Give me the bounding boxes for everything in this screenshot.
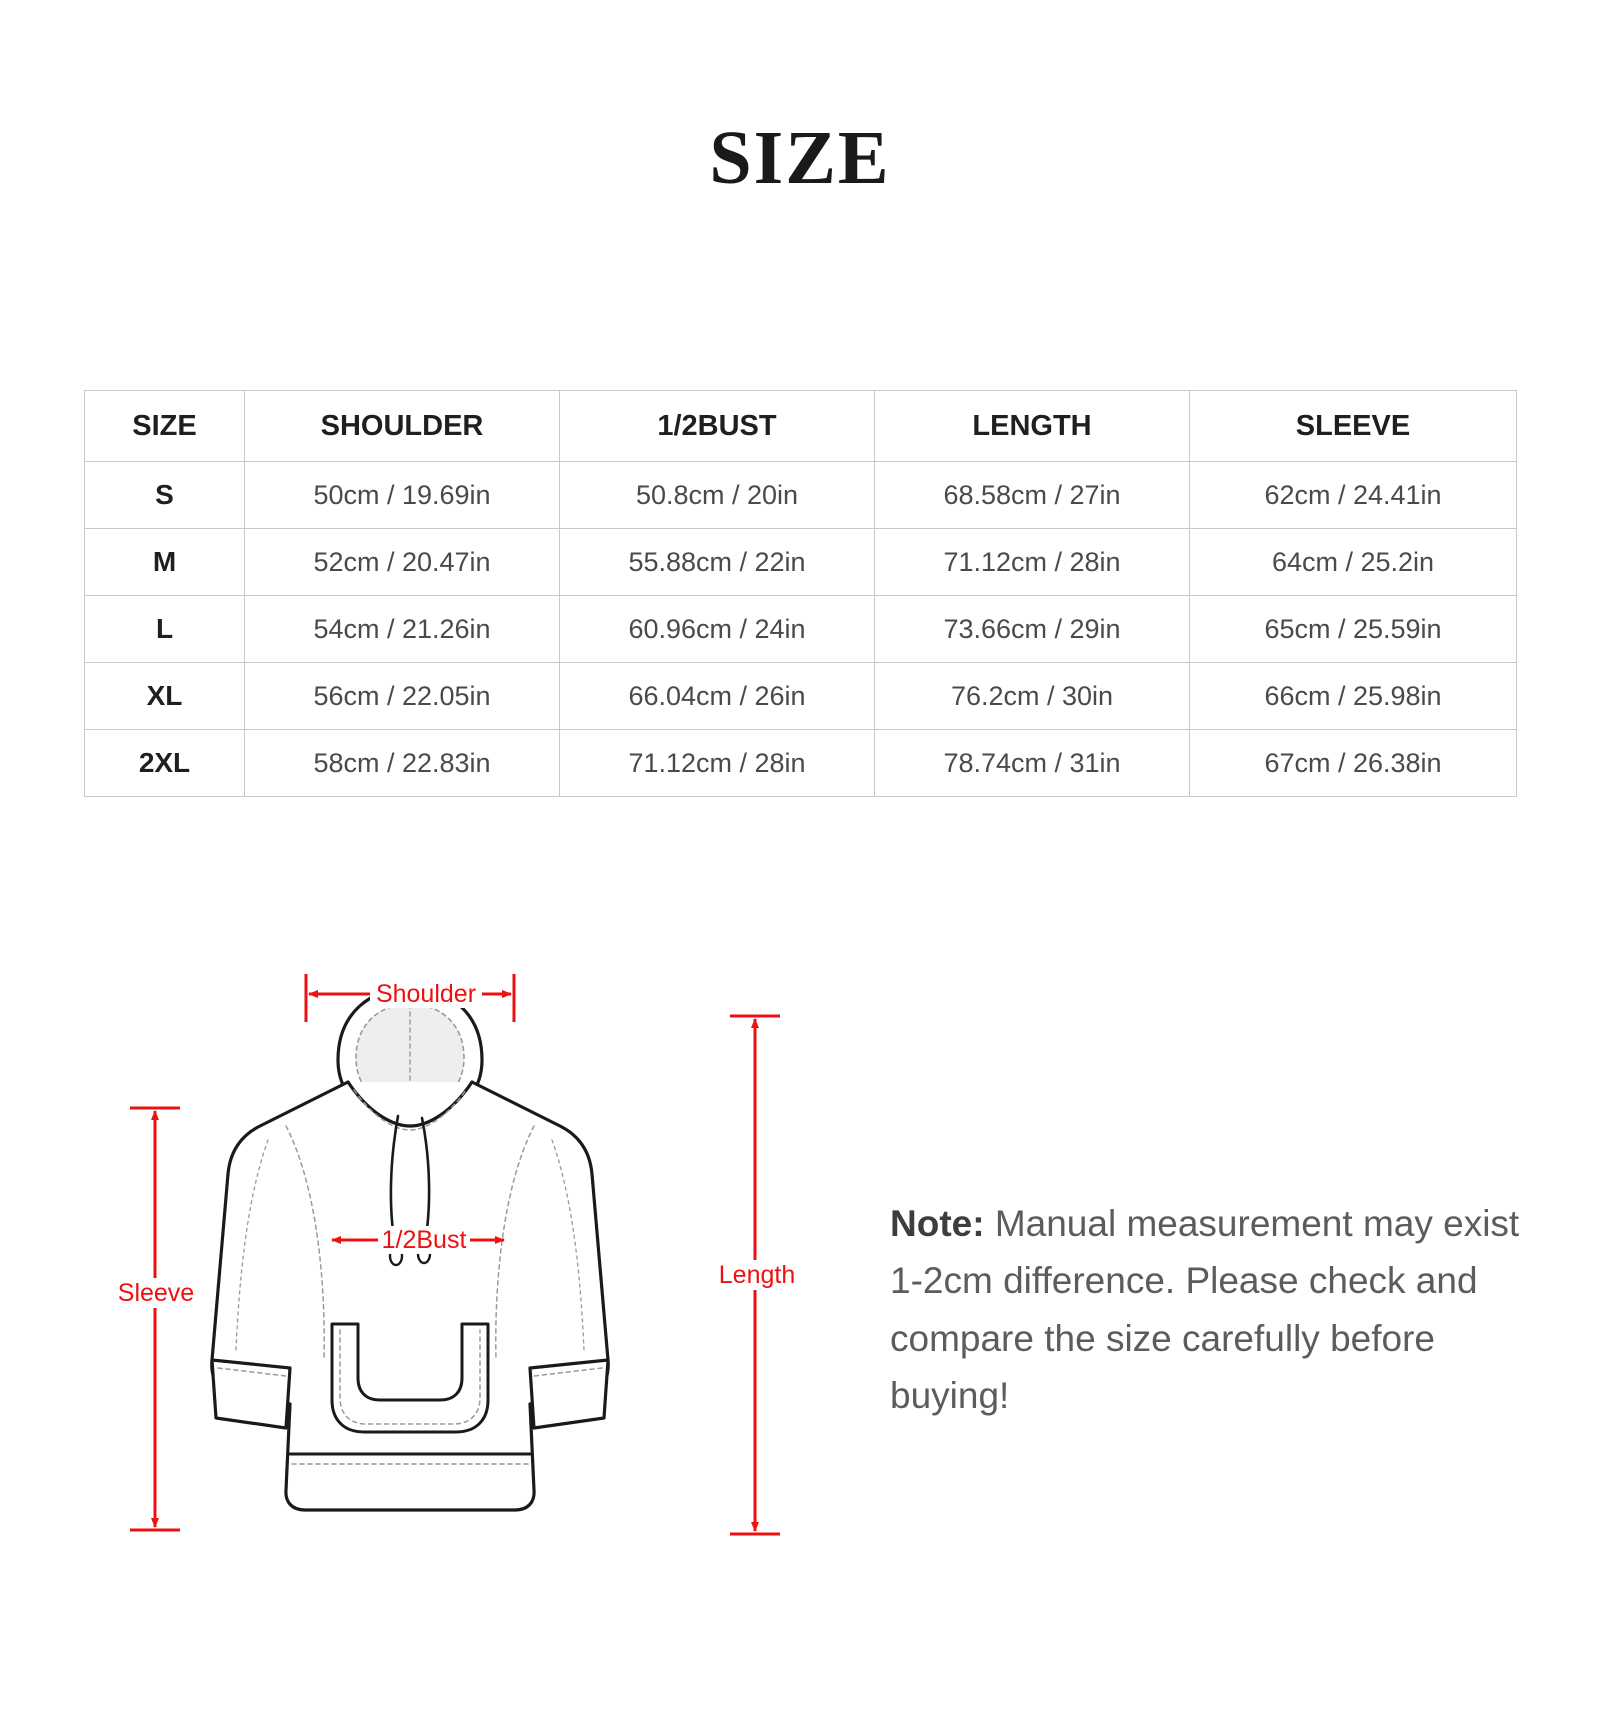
column-header-length: LENGTH [875, 391, 1190, 462]
bust-label: 1/2Bust [381, 1226, 467, 1254]
length-label: Length [718, 1261, 796, 1289]
cell-size: XL [85, 663, 245, 730]
table-row [85, 596, 1517, 663]
table-row [85, 730, 1517, 797]
cell-length: 76.2cm / 30in [875, 663, 1190, 730]
table-row [85, 663, 1517, 730]
shoulder-label: Shoulder [375, 980, 477, 1008]
table-header-row [85, 391, 1517, 462]
cell-bust: 71.12cm / 28in [560, 730, 875, 797]
cell-shoulder: 50cm / 19.69in [245, 462, 560, 529]
cell-length: 78.74cm / 31in [875, 730, 1190, 797]
cell-size: 2XL [85, 730, 245, 797]
cell-bust: 55.88cm / 22in [560, 529, 875, 596]
cell-sleeve: 62cm / 24.41in [1190, 462, 1517, 529]
sleeve-measure [130, 1108, 180, 1530]
table-row [85, 462, 1517, 529]
cell-shoulder: 58cm / 22.83in [245, 730, 560, 797]
cell-size: M [85, 529, 245, 596]
cell-sleeve: 65cm / 25.59in [1190, 596, 1517, 663]
cell-bust: 66.04cm / 26in [560, 663, 875, 730]
cell-length: 73.66cm / 29in [875, 596, 1190, 663]
cell-bust: 50.8cm / 20in [560, 462, 875, 529]
cell-sleeve: 66cm / 25.98in [1190, 663, 1517, 730]
column-header-shoulder: SHOULDER [245, 391, 560, 462]
cell-shoulder: 56cm / 22.05in [245, 663, 560, 730]
size-table [84, 390, 1517, 797]
size-table-container [84, 390, 1516, 797]
cell-shoulder: 52cm / 20.47in [245, 529, 560, 596]
measurement-diagram [100, 930, 850, 1630]
column-header-sleeve: SLEEVE [1190, 391, 1517, 462]
note-text: Manual measurement may exist 1-2cm difference. Please check and compare the size carefully before buying! [890, 1203, 1520, 1417]
cell-sleeve: 64cm / 25.2in [1190, 529, 1517, 596]
cell-length: 71.12cm / 28in [875, 529, 1190, 596]
cell-length: 68.58cm / 27in [875, 462, 1190, 529]
table-row [85, 529, 1517, 596]
cell-sleeve: 67cm / 26.38in [1190, 730, 1517, 797]
cell-size: L [85, 596, 245, 663]
cell-shoulder: 54cm / 21.26in [245, 596, 560, 663]
sleeve-label: Sleeve [117, 1279, 195, 1307]
column-header-size: SIZE [85, 391, 245, 462]
note-prefix: Note: [890, 1203, 985, 1244]
column-header-bust: 1/2BUST [560, 391, 875, 462]
page-title: SIZE [709, 116, 891, 200]
cell-bust: 60.96cm / 24in [560, 596, 875, 663]
cell-size: S [85, 462, 245, 529]
measurement-note [890, 1195, 1530, 1424]
